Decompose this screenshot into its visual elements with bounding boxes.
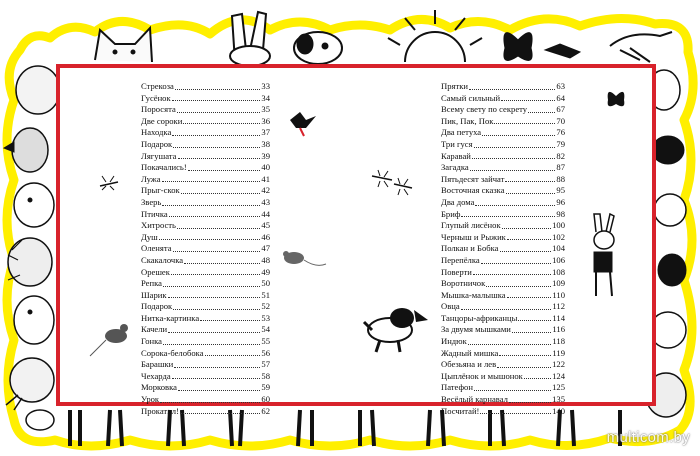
toc-entry-page: 100 [552,220,565,231]
toc-entry [441,406,565,418]
toc-entry-page: 98 [556,208,565,219]
puppy-icon [364,308,428,352]
dot-leader [160,395,260,403]
dot-leader [474,383,551,391]
toc-entry-title: Черныш и Рыжик [441,231,506,242]
dot-leader [205,348,261,356]
dot-leader [509,395,551,403]
toc-entry-title: Находка [141,127,172,138]
toc-entry [141,313,270,325]
toc-entry-title: Чехарда [141,370,171,381]
dot-leader [200,313,260,321]
toc-entry-title: Полкан и Бобка [441,243,499,254]
toc-entry-page: 55 [261,336,270,347]
dot-leader [174,360,260,368]
toc-entry-title: Гусёнок [141,92,171,103]
toc-entry-title: Барашки [141,359,174,370]
dot-leader [474,140,556,148]
toc-entry-title: Подарок [141,301,173,312]
toc-entry [441,371,565,383]
toc-entry [441,197,565,209]
toc-entry-page: 52 [261,301,270,312]
toc-entry-page: 96 [556,196,565,207]
toc-entry-title: Обезьяна и лев [441,359,497,370]
toc-entry-page: 48 [261,254,270,265]
toc-entry-page: 51 [261,289,270,300]
toc-entry-title: Жадный мишка [441,347,499,358]
toc-entry [441,139,565,151]
toc-entry-title: За двумя мышками [441,324,511,335]
toc-entry-page: 50 [261,278,270,289]
toc-entry-page: 40 [261,162,270,173]
toc-left-column [141,81,270,417]
toc-entry-page: 125 [552,382,565,393]
dot-leader [524,371,551,379]
toc-entry [441,336,565,348]
dot-leader [178,383,260,391]
toc-entry-title: Урок [141,394,160,405]
toc-entry [441,174,565,186]
dot-leader [499,348,551,356]
toc-entry-page: 37 [261,127,270,138]
toc-entry [441,313,565,325]
toc-entry-page: 82 [556,150,565,161]
toc-entry-page: 53 [261,312,270,323]
dot-leader [168,325,260,333]
toc-entry-title: Морковка [141,382,177,393]
dot-leader [171,267,260,275]
dot-leader [173,140,260,148]
toc-entry-page: 118 [552,336,565,347]
toc-entry-title: Посчитай! [441,405,480,416]
toc-entry [441,267,565,279]
toc-entry [441,127,565,139]
toc-entry-title: Гонка [141,336,162,347]
dot-leader [188,163,261,171]
toc-entry [141,267,270,279]
toc-entry-title: Индюк [441,336,467,347]
toc-entry-title: Пик, Пак, Пок [441,115,494,126]
toc-entry-page: 38 [261,138,270,149]
toc-entry-page: 114 [552,312,565,323]
toc-entry-page: 59 [261,382,270,393]
toc-entry-title: Душ [141,231,158,242]
dot-leader [507,232,551,240]
toc-entry-page: 116 [552,324,565,335]
toc-entry [141,359,270,371]
toc-entry-page: 33 [261,81,270,91]
toc-entry-page: 140 [552,405,565,416]
toc-entry [141,278,270,290]
dot-leader [169,209,261,217]
dot-leader [500,244,552,252]
dot-leader [505,174,555,182]
toc-entry [141,174,270,186]
dot-leader [528,105,555,113]
dot-leader [175,82,261,90]
dot-leader [183,116,260,124]
toc-entry [141,185,270,197]
dot-leader [172,371,261,379]
toc-entry-page: 49 [261,266,270,277]
toc-entry-page: 112 [552,301,565,312]
mouse-icon [283,251,326,265]
dot-leader [461,209,555,217]
toc-entry [441,255,565,267]
toc-entry-page: 108 [552,266,565,277]
dot-leader [468,337,552,345]
toc-entry [141,162,270,174]
toc-entry-title: Репка [141,278,162,289]
toc-entry [441,209,565,221]
toc-entry-title: Подарок [141,138,173,149]
toc-entry-title: Бриф [441,208,461,219]
dot-leader [184,256,260,264]
toc-entry [141,139,270,151]
toc-entry-page: 135 [552,394,565,405]
dot-leader [480,406,551,414]
toc-entry [141,394,270,406]
dot-leader [162,174,261,182]
toc-entry [141,382,270,394]
toc-entry [141,127,270,139]
toc-entry-page: 34 [261,92,270,103]
toc-entry [141,232,270,244]
toc-entry-page: 106 [552,254,565,265]
dot-leader [472,151,556,159]
dot-leader [475,198,555,206]
toc-entry-title: Патефон [441,382,473,393]
toc-entry [141,104,270,116]
dot-leader [497,360,551,368]
toc-entry [441,278,565,290]
dot-leader [501,93,555,101]
toc-entry-title: Прокатил! [141,405,179,416]
dot-leader [482,128,555,136]
dot-leader [173,244,261,252]
toc-entry-page: 42 [261,185,270,196]
toc-entry-title: Всему свету по секрету [441,104,528,115]
toc-entry [141,197,270,209]
toc-entry [441,243,565,255]
dot-leader [181,186,261,194]
toc-entry-page: 56 [261,347,270,358]
toc-entry-title: Скакалочка [141,254,184,265]
toc-entry [141,116,270,128]
toc-entry-page: 119 [552,347,565,358]
dot-leader [512,325,552,333]
toc-entry-title: Качели [141,324,168,335]
toc-entry-page: 45 [261,220,270,231]
toc-entry [441,290,565,302]
toc-entry-title: Мышка-малышка [441,289,506,300]
toc-entry-title: Восточная сказка [441,185,505,196]
toc-entry-page: 109 [552,278,565,289]
dot-leader [162,198,260,206]
toc-entry [441,162,565,174]
dot-leader [178,151,261,159]
dot-leader [486,279,551,287]
toc-entry [141,324,270,336]
toc-entry-page: 41 [261,173,270,184]
toc-entry-page: 79 [556,138,565,149]
toc-entry [441,220,565,232]
toc-entry-title: Покачались! [141,162,187,173]
toc-entry-page: 88 [556,173,565,184]
toc-entry [441,359,565,371]
dot-leader [177,105,261,113]
toc-entry-page: 46 [261,231,270,242]
toc-entry [441,151,565,163]
dragonfly-icon [372,170,412,195]
toc-entry [141,81,270,93]
dot-leader [163,279,260,287]
toc-entry-page: 47 [261,243,270,254]
toc-entry-title: Нитка-картинка [141,312,200,323]
toc-entry [141,348,270,360]
toc-entry-title: Шарик [141,289,167,300]
toc-entry [441,324,565,336]
toc-entry-title: Весёлый карнавал [441,394,508,405]
toc-entry [141,255,270,267]
toc-entry-page: 43 [261,196,270,207]
bunny-accordion-icon [594,214,614,296]
toc-entry-title: Сорока-белобока [141,347,204,358]
dot-leader [502,221,551,229]
toc-entry-page: 76 [556,127,565,138]
dot-leader [507,290,552,298]
toc-entry-page: 64 [556,92,565,103]
toc-entry-page: 110 [552,289,565,300]
toc-entry-page: 104 [552,243,565,254]
toc-entry [141,301,270,313]
toc-entry [141,93,270,105]
toc-entry-page: 58 [261,370,270,381]
toc-entry-title: Самый сильный [441,92,501,103]
toc-entry [141,371,270,383]
toc-entry-page: 67 [556,104,565,115]
toc-entry-title: Прыг-скок [141,185,180,196]
dot-leader [506,186,556,194]
toc-entry-page: 35 [261,104,270,115]
toc-entry-page: 54 [261,324,270,335]
dot-leader [461,302,552,310]
dot-leader [173,302,260,310]
toc-entry [441,116,565,128]
toc-right-column [441,81,565,417]
toc-entry-title: Перепёлка [441,254,480,265]
toc-entry-title: Оленята [141,243,172,254]
mouse-icon [90,324,128,356]
toc-entry-title: Две сороки [141,115,183,126]
dot-leader [473,267,551,275]
dragonfly-icon [100,176,118,190]
toc-entry-title: Поверти [441,266,472,277]
toc-entry-title: Зверь [141,196,162,207]
toc-entry-page: 62 [261,405,270,416]
dot-leader [168,290,261,298]
dot-leader [159,232,261,240]
toc-entry-title: Прятки [441,81,468,91]
toc-entry-page: 39 [261,150,270,161]
toc-entry [441,185,565,197]
dot-leader [177,221,260,229]
toc-entry [141,406,270,418]
toc-entry [141,151,270,163]
toc-entry [141,243,270,255]
toc-entry [141,209,270,221]
toc-entry-title: Цыплёнок и мышонок [441,370,523,381]
toc-entry-page: 60 [261,394,270,405]
dot-leader [470,163,556,171]
toc-entry-title: Загадка [441,162,469,173]
toc-entry-title: Два петуха [441,127,482,138]
toc-entry [441,382,565,394]
toc-entry [141,220,270,232]
toc-entry-page: 87 [556,162,565,173]
toc-entry-title: Орешек [141,266,170,277]
toc-entry [441,348,565,360]
toc-entry-title: Три гуся [441,138,473,149]
toc-entry [141,290,270,302]
toc-entry [141,336,270,348]
toc-entry-title: Овца [441,301,460,312]
toc-entry [441,394,565,406]
toc-entry [441,93,565,105]
dot-leader [469,82,555,90]
toc-entry-title: Лягушата [141,150,177,161]
toc-entry-title: Глупый лисёнок [441,220,501,231]
dot-leader [494,116,555,124]
toc-entry-title: Поросята [141,104,176,115]
toc-entry [441,104,565,116]
toc-entry-page: 122 [552,359,565,370]
toc-entry-page: 44 [261,208,270,219]
dot-leader [481,256,551,264]
toc-entry-title: Пятьдесят зайчат [441,173,505,184]
dot-leader [163,337,260,345]
toc-entry-title: Танцоры-африканцы [441,312,518,323]
toc-entry-title: Два дома [441,196,475,207]
toc-entry-title: Лужа [141,173,161,184]
dot-leader [172,128,260,136]
toc-entry [441,301,565,313]
toc-entry-page: 57 [261,359,270,370]
butterfly-icon [608,92,625,106]
toc-entry-page: 124 [552,370,565,381]
toc-entry-page: 70 [556,115,565,126]
toc-entry-title: Хитрость [141,220,176,231]
toc-entry-title: Каравай [441,150,471,161]
toc-entry [441,232,565,244]
bird-icon [290,112,316,136]
dot-leader [180,406,260,414]
toc-entry [441,81,565,93]
dot-leader [172,93,261,101]
toc-entry-title: Стрекоза [141,81,174,91]
toc-entry-page: 36 [261,115,270,126]
toc-entry-title: Птичка [141,208,168,219]
toc-entry-page: 63 [556,81,565,91]
toc-entry-page: 95 [556,185,565,196]
toc-entry-title: Воротничок [441,278,486,289]
dot-leader [518,313,551,321]
toc-entry-page: 102 [552,231,565,242]
watermark-text: multicom.by [606,429,690,446]
